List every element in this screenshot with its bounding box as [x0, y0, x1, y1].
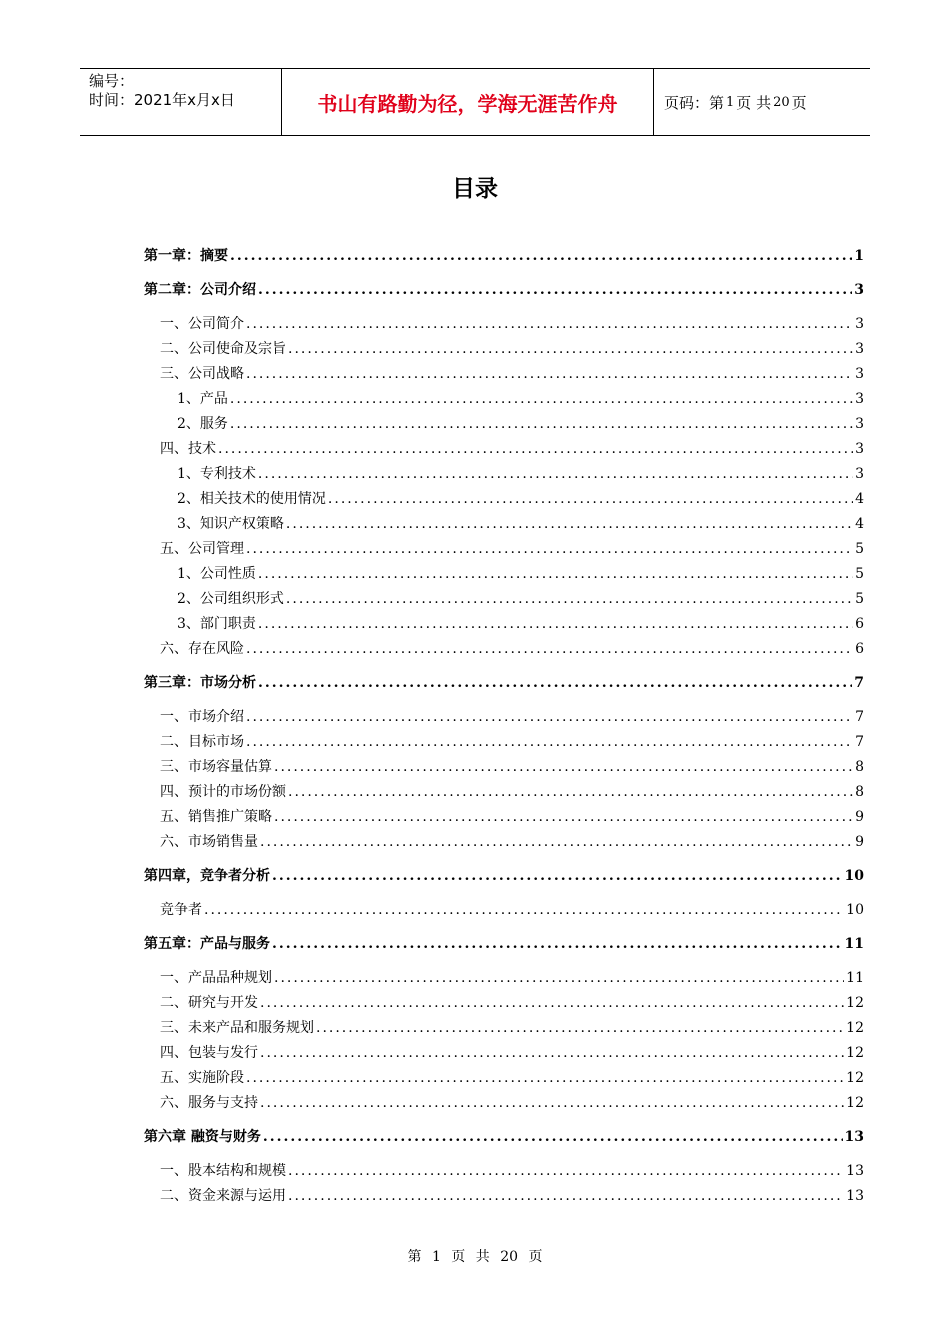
toc-entry-text: 第一章：摘要	[144, 248, 228, 264]
toc-entry[interactable]	[144, 462, 864, 487]
toc-dot-leader	[246, 705, 853, 730]
toc-entry-text: 五、实施阶段	[160, 1070, 244, 1086]
toc-entry[interactable]	[144, 966, 864, 991]
toc-dot-leader	[230, 412, 853, 437]
toc-page-number: 3	[854, 282, 864, 298]
toc-dot-leader	[246, 312, 853, 337]
toc-entry[interactable]	[144, 805, 864, 830]
toc-entry[interactable]	[144, 1016, 864, 1041]
toc-entry[interactable]	[144, 362, 864, 387]
toc-dot-leader	[260, 991, 844, 1016]
toc-dot-leader	[258, 612, 853, 637]
toc-page-number: 5	[855, 591, 864, 607]
toc-dot-leader	[274, 966, 844, 991]
toc-entry-text: 3、知识产权策略	[177, 516, 284, 532]
toc-dot-leader	[288, 1184, 844, 1209]
toc-entry[interactable]	[144, 705, 864, 730]
toc-page-number: 7	[854, 675, 864, 691]
page-mid: 页 共	[736, 93, 772, 112]
toc-entry-text: 3、部门职责	[177, 616, 256, 632]
toc-page-number: 8	[855, 759, 864, 775]
toc-page-number: 8	[855, 784, 864, 800]
toc-entry[interactable]	[144, 512, 864, 537]
toc-page-number: 12	[846, 1045, 864, 1061]
toc-entry[interactable]	[144, 755, 864, 780]
toc-page-number: 5	[855, 541, 864, 557]
toc-entry-text: 三、未来产品和服务规划	[160, 1020, 314, 1036]
toc-page-number: 4	[855, 516, 864, 532]
toc-entry[interactable]	[144, 312, 864, 337]
toc-dot-leader	[272, 864, 843, 889]
toc-dot-leader	[246, 362, 853, 387]
toc-dot-leader	[258, 462, 853, 487]
toc-entry[interactable]	[144, 637, 864, 662]
page-header	[80, 68, 870, 136]
toc-entry-text: 六、存在风险	[160, 641, 244, 657]
time-label: 时间：2021年x月x日	[89, 91, 235, 109]
toc-page-number: 5	[855, 566, 864, 582]
toc-dot-leader	[286, 512, 853, 537]
toc-dot-leader	[288, 780, 853, 805]
toc-dot-leader	[263, 1125, 843, 1150]
toc-dot-leader	[288, 337, 853, 362]
toc-entry-text: 二、研究与开发	[160, 995, 258, 1011]
toc-page-number: 12	[846, 1020, 864, 1036]
toc-entry-text: 竞争者	[160, 902, 202, 918]
toc-dot-leader	[246, 637, 853, 662]
toc-entry-text: 1、产品	[177, 391, 228, 407]
toc-entry-text: 二、目标市场	[160, 734, 244, 750]
toc-page-number: 12	[846, 1095, 864, 1111]
toc-page-number: 6	[855, 641, 864, 657]
toc-page-number: 9	[855, 834, 864, 850]
toc-dot-leader	[272, 932, 843, 957]
header-page-info	[654, 69, 870, 135]
toc-entry[interactable]	[144, 612, 864, 637]
toc-dot-leader	[204, 898, 844, 923]
toc-page-number: 3	[855, 341, 864, 357]
toc-entry-text: 四、预计的市场份额	[160, 784, 286, 800]
toc-chapter-entry[interactable]	[144, 671, 864, 696]
toc-chapter-entry[interactable]	[144, 864, 864, 889]
toc-entry-text: 三、公司战略	[160, 366, 244, 382]
toc-page-number: 3	[855, 366, 864, 382]
toc-chapter-entry[interactable]	[144, 278, 864, 303]
toc-entry-text: 第六章 融资与财务	[144, 1129, 261, 1145]
toc-dot-leader	[218, 437, 853, 462]
toc-entry[interactable]	[144, 487, 864, 512]
toc-entry[interactable]	[144, 387, 864, 412]
header-left-cell	[80, 69, 282, 135]
toc-entry[interactable]	[144, 412, 864, 437]
toc-page-number: 13	[846, 1163, 864, 1179]
toc-page-number: 11	[846, 970, 864, 986]
toc-dot-leader	[260, 1041, 844, 1066]
toc-dot-leader	[260, 830, 853, 855]
toc-entry-text: 四、包装与发行	[160, 1045, 258, 1061]
toc-entry-text: 六、市场销售量	[160, 834, 258, 850]
toc-entry[interactable]	[144, 537, 864, 562]
code-label: 编号：	[89, 72, 135, 90]
toc-entry-text: 二、资金来源与运用	[160, 1188, 286, 1204]
toc-dot-leader	[274, 755, 853, 780]
toc-entry-text: 第五章：产品与服务	[144, 936, 270, 952]
toc-dot-leader	[260, 1091, 844, 1116]
toc-entry-text: 1、公司性质	[177, 566, 256, 582]
toc-dot-leader	[246, 730, 853, 755]
toc-entry[interactable]	[144, 1184, 864, 1209]
toc-entry-text: 三、市场容量估算	[160, 759, 272, 775]
toc-dot-leader	[274, 805, 853, 830]
toc-dot-leader	[258, 671, 852, 696]
toc-page-number: 7	[855, 734, 864, 750]
toc-entry-text: 五、公司管理	[160, 541, 244, 557]
toc-entry-text: 第二章：公司介绍	[144, 282, 256, 298]
toc-entry-text: 第四章，竞争者分析	[144, 868, 270, 884]
toc-entry[interactable]	[144, 730, 864, 755]
toc-entry[interactable]	[144, 337, 864, 362]
toc-entry-text: 一、产品品种规划	[160, 970, 272, 986]
toc-dot-leader	[246, 537, 853, 562]
toc-chapter-entry[interactable]	[144, 932, 864, 957]
header-motto: 书山有路勤为径，学海无涯苦作舟	[282, 69, 654, 135]
toc-entry-text: 一、股本结构和规模	[160, 1163, 286, 1179]
toc-entry[interactable]	[144, 898, 864, 923]
toc-page-number: 3	[855, 316, 864, 332]
toc-entry-text: 2、服务	[177, 416, 228, 432]
toc-entry[interactable]	[144, 1066, 864, 1091]
toc-dot-leader	[258, 278, 852, 303]
toc-entry-text: 2、相关技术的使用情况	[177, 491, 326, 507]
toc-entry[interactable]	[144, 1091, 864, 1116]
toc-chapter-entry[interactable]	[144, 1125, 864, 1150]
toc-entry-text: 五、销售推广策略	[160, 809, 272, 825]
toc-entry-text: 一、市场介绍	[160, 709, 244, 725]
page-prefix: 页码：第	[664, 93, 725, 112]
toc-entry-text: 2、公司组织形式	[177, 591, 284, 607]
toc-entry[interactable]	[144, 991, 864, 1016]
toc-page-number: 3	[855, 416, 864, 432]
toc-entry[interactable]	[144, 1041, 864, 1066]
page-total: 20	[773, 94, 790, 110]
toc-entry-text: 1、专利技术	[177, 466, 256, 482]
toc-dot-leader	[316, 1016, 844, 1041]
toc-page-number: 10	[846, 902, 864, 918]
toc-page-number: 7	[855, 709, 864, 725]
toc-dot-leader	[230, 244, 852, 269]
toc-page-number: 1	[854, 248, 864, 264]
toc-entry[interactable]	[144, 587, 864, 612]
toc-entry[interactable]	[144, 830, 864, 855]
toc-page-number: 13	[846, 1188, 864, 1204]
toc-page-number: 3	[855, 466, 864, 482]
toc-page-number: 12	[846, 1070, 864, 1086]
toc-page-number: 10	[844, 868, 864, 884]
toc-page-number: 3	[855, 441, 864, 457]
toc-entry-text: 第三章：市场分析	[144, 675, 256, 691]
toc-page-number: 13	[844, 1129, 864, 1145]
toc-page-number: 3	[855, 391, 864, 407]
toc-dot-leader	[286, 587, 853, 612]
toc-page-number: 9	[855, 809, 864, 825]
page-footer: 第 1 页 共 20 页	[407, 1249, 543, 1265]
table-of-contents	[144, 244, 864, 1209]
toc-page-number: 4	[855, 491, 864, 507]
toc-dot-leader	[328, 487, 853, 512]
toc-entry[interactable]	[144, 562, 864, 587]
toc-entry-text: 一、公司简介	[160, 316, 244, 332]
page-suffix: 页	[791, 93, 807, 112]
toc-chapter-entry[interactable]	[144, 244, 864, 269]
toc-entry[interactable]	[144, 780, 864, 805]
document-title: 目录	[452, 176, 498, 202]
toc-dot-leader	[246, 1066, 844, 1091]
toc-dot-leader	[258, 562, 853, 587]
page-number: 1	[726, 94, 735, 110]
toc-dot-leader	[288, 1159, 844, 1184]
toc-entry-text: 二、公司使命及宗旨	[160, 341, 286, 357]
toc-entry-text: 六、服务与支持	[160, 1095, 258, 1111]
toc-dot-leader	[230, 387, 853, 412]
toc-entry-text: 四、技术	[160, 441, 216, 457]
toc-page-number: 11	[844, 936, 864, 952]
toc-entry[interactable]	[144, 437, 864, 462]
toc-page-number: 6	[855, 616, 864, 632]
toc-page-number: 12	[846, 995, 864, 1011]
toc-entry[interactable]	[144, 1159, 864, 1184]
